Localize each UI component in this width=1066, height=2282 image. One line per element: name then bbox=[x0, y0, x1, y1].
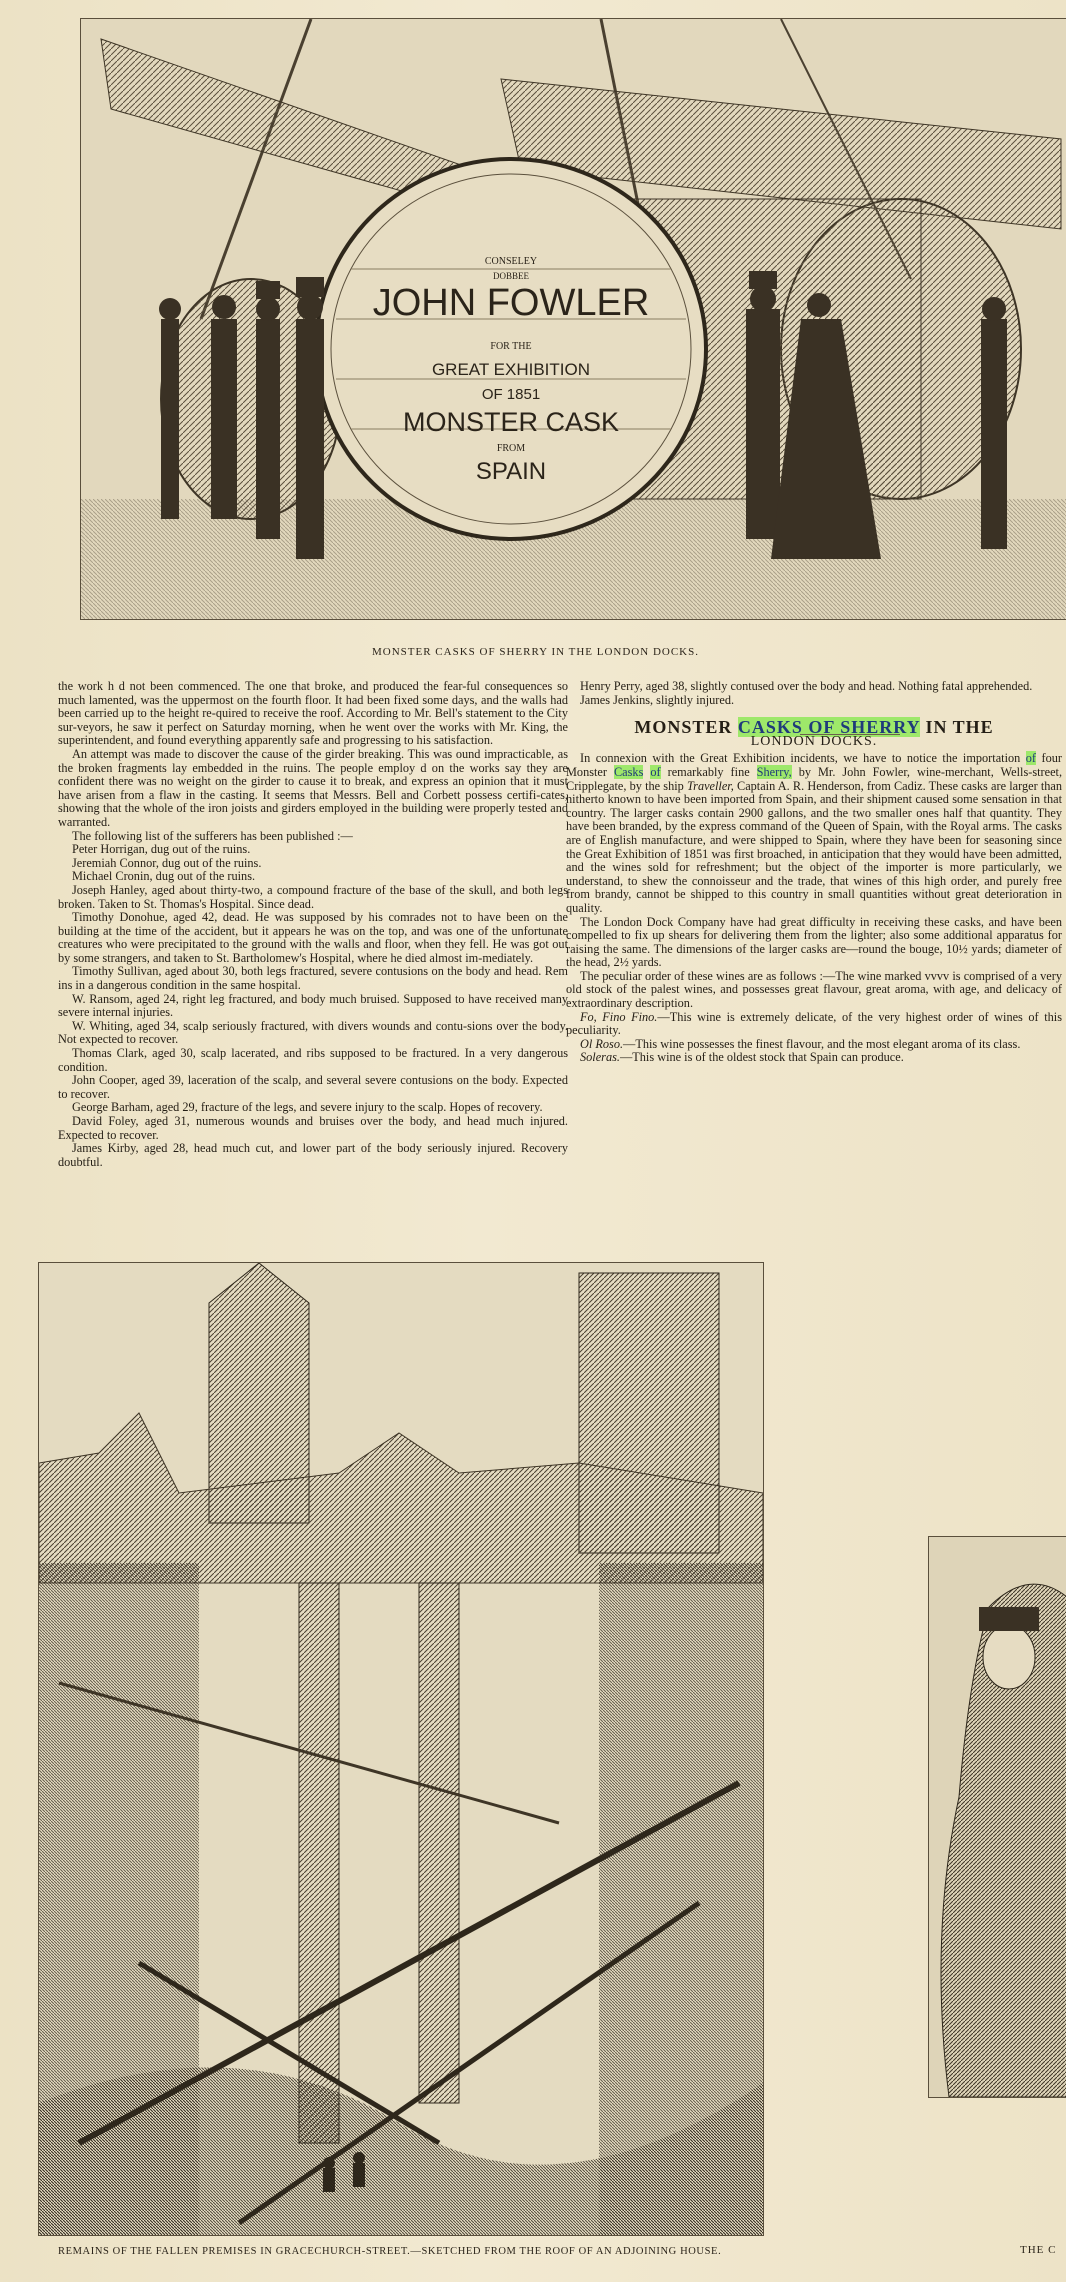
sufferer-entry: Joseph Hanley, aged about thirty-two, a compound fracture of the base of the skull, and both legs broken. Taken to St. Thomas's Hospital. Since dead. bbox=[58, 882, 568, 911]
ruins-scene bbox=[39, 1263, 763, 2235]
left-para: An attempt was made to discover the cause of the girder breaking. This was ound impracticable, as the broken fragments lay embedded in the ruins. The people employ d on the works say they are confident there was no weight on the girder to cause it to break, and express an opinion that it must have arisen from a flaw in the casting. It seems that Messrs. Bell and Corbett possess certifi-cates, showing that the whole of the iron joists and girders employed in the building were properly tested and warranted. bbox=[58, 746, 568, 829]
headline-post: IN THE bbox=[925, 717, 994, 738]
top-engraving-caption: MONSTER CASKS OF SHERRY IN THE LONDON DOCKS. bbox=[372, 646, 699, 658]
sufferer-entry: John Cooper, aged 39, laceration of the scalp, and several severe contusions on the body. Expected to recover. bbox=[58, 1073, 568, 1101]
highlight: Sherry, bbox=[756, 764, 792, 779]
cask-text-6: OF 1851 bbox=[481, 386, 541, 403]
sufferer-entry: Henry Perry, aged 38, slightly contused over the body and head. Nothing fatal apprehended. bbox=[580, 679, 1033, 693]
sufferer-entry: W. Ransom, aged 24, right leg fractured, and body much bruised. Supposed to have received many severe internal injuries. bbox=[58, 991, 568, 1020]
sufferer-entry: Thomas Clark, aged 30, scalp lacerated, and ribs supposed to be fractured. In a very dangerous condition. bbox=[58, 1046, 568, 1074]
portrait-engraving-partial bbox=[928, 1536, 1066, 2098]
article-para-3: The peculiar order of these wines are as follows :—The wine marked vvvv is comprised of a very old stock of the palest wines, and possesses great flavour, great aroma, with age, and delicacy of extraordinary description. bbox=[566, 968, 1062, 1011]
sufferer-entry: Jeremiah Connor, dug out of the ruins. bbox=[72, 855, 262, 870]
text-run: —This wine is extremely delicate, of the very highest order of wines of this peculiarity. bbox=[566, 1009, 1062, 1038]
ship-name: Traveller, bbox=[687, 778, 734, 793]
sufferer-entry: James Jenkins, slightly injured. bbox=[580, 692, 735, 707]
headline-pre: MONSTER bbox=[634, 717, 733, 738]
docks-scene bbox=[81, 19, 1066, 619]
text-run: remarkably fine bbox=[667, 764, 750, 779]
sufferer-entry: W. Whiting, aged 34, scalp seriously fractured, with divers wounds and contu-sions over the body. Not expected to recover. bbox=[58, 1018, 568, 1047]
cask-text-8: FROM bbox=[496, 443, 526, 454]
cask-text-spain: SPAIN bbox=[475, 458, 547, 485]
ruins-engraving bbox=[38, 1262, 764, 2236]
article-para-4 bbox=[566, 1011, 1062, 1038]
article-headline bbox=[566, 717, 1062, 738]
bottom-engraving-caption: REMAINS OF THE FALLEN PREMISES IN GRACECHURCH-STREET.—SKETCHED FROM THE ROOF OF AN ADJOINING HOUSE. bbox=[58, 2246, 722, 2257]
text-run: by Mr. John Fowler, wine-merchant, Wells-street, Cripplegate, by the ship bbox=[566, 764, 1063, 793]
article-subhead: LONDON DOCKS. bbox=[750, 733, 878, 749]
sufferer-entry: George Barham, aged 29, fracture of the legs, and severe injury to the scalp. Hopes of recovery. bbox=[72, 1100, 543, 1115]
highlight: Casks bbox=[613, 764, 644, 779]
left-para: the work h d not been commenced. The one that broke, and produced the fear-ful consequences so much lamented, was the uppermost on the fourth floor. It had been fixed some days, and the walls had been carried up to the height re-quired to receive the roof. According to Mr. Bell's statement to the City sur-veyors, he saw it perfect on Saturday morning, when he went over the works with Mr. King, the superintendent, and found everything apparently safe and progressing to his satisfaction. bbox=[58, 679, 568, 748]
article-para-1 bbox=[566, 752, 1062, 915]
sufferer-entry: Timothy Donohue, aged 42, dead. He was supposed by his comrades not to have been on the building at the time of the accident, but it appears he was on the top, and was one of the unfortunate creatures who were precipitated to the ground with the walls and floor, when they fell. He was got out by some strangers, and taken to St. Bartholomew's Hospital, where he died almost im-mediately. bbox=[58, 910, 568, 965]
wine-label: Ol Roso. bbox=[580, 1036, 624, 1051]
right-column-text bbox=[566, 680, 1062, 1065]
text-run: Captain A. R. Henderson, from Cadiz. These casks are larger than hitherto known to have been imported from Spain, and their shipment caused some sensation in that country. The larger casks contain 2900 gallons, and the two smaller ones half that quantity. They have been branded, by the express command of the Queen of Spain, with the Royal arms. The casks are of English manufacture, and were shipped to Spain, where they have been for seasoning since the Great Exhibition of 1851 was first broached, in anticipation that they would have been admitted, and the wines sold for refreshment; but the object of the importer is more particularly, we understand, to shew the connoisseur and the trade, that wines of this high order, and purely free from brandy, cannot be shipped to this country in small quantities without great deterioration in quality. bbox=[566, 778, 1063, 915]
edge-caption-fragment: THE C bbox=[1020, 2244, 1057, 2256]
headline-highlight: CASKS OF SHERRY bbox=[737, 717, 920, 738]
article-para-5 bbox=[566, 1038, 1062, 1052]
wine-label: Fo, Fino Fino. bbox=[580, 1009, 658, 1024]
text-run: four Monster bbox=[566, 751, 1063, 779]
sufferer-entry: Timothy Sullivan, aged about 30, both legs fractured, severe contusions on the body and head. Rem ins in a dangerous condition in the same hospital. bbox=[58, 964, 568, 993]
article-para-6 bbox=[566, 1051, 1062, 1065]
portrait-scene bbox=[929, 1537, 1066, 2097]
article-para-2: The London Dock Company have had great difficulty in receiving these casks, and have been compelled to fix up shears for delivering them from the lighter; also some additional apparatus for raising the same. The dimensions of the larger casks are—round the bouge, 10½ yards; diameter of the head, 2½ yards. bbox=[566, 914, 1062, 970]
cask-text-2: DOBBEE bbox=[493, 271, 529, 281]
cask-text-5: GREAT EXHIBITION bbox=[431, 360, 591, 379]
left-column-text bbox=[58, 680, 568, 1169]
monster-casks-engraving bbox=[80, 18, 1066, 620]
text-run: In connexion with the Great Exhibition incidents, we have to notice the importation bbox=[580, 751, 1021, 766]
sufferer-entry: Peter Horrigan, dug out of the ruins. bbox=[72, 842, 251, 857]
cask-text-1: CONSELEY bbox=[484, 256, 538, 267]
cask-text-4: FOR THE bbox=[490, 341, 532, 352]
cask-text-monster-cask: MONSTER CASK bbox=[402, 407, 620, 437]
text-run: —This wine possesses the finest flavour, and the most elegant aroma of its class. bbox=[623, 1036, 1021, 1051]
cask-text-john-fowler: JOHN FOWLER bbox=[372, 282, 650, 324]
left-para: The following list of the sufferers has been published :— bbox=[72, 828, 353, 843]
column-divider-rule bbox=[800, 734, 900, 735]
sufferer-entry: David Foley, aged 31, numerous wounds and bruises over the body, and head much injured. Expected to recover. bbox=[58, 1114, 568, 1142]
text-run: —This wine is of the oldest stock that Spain can produce. bbox=[619, 1050, 904, 1065]
highlight: of bbox=[650, 764, 661, 779]
wine-label: Soleras. bbox=[580, 1050, 620, 1065]
highlight: of bbox=[1025, 751, 1037, 766]
sufferer-entry: Michael Cronin, dug out of the ruins. bbox=[72, 869, 256, 884]
sufferer-entry: James Kirby, aged 28, head much cut, and lower part of the body seriously injured. Recovery doubtful. bbox=[58, 1141, 568, 1169]
